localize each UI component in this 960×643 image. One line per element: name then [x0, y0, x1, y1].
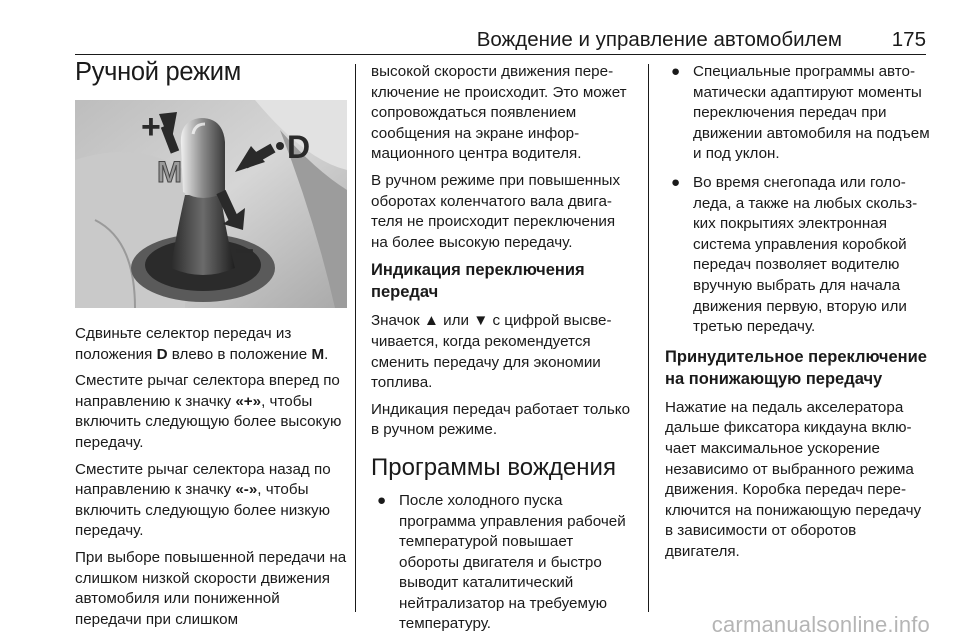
- paragraph-shift-down: Сместите рычаг селектора назад по направлению к значку «-», чтобы включить следующую более низкую передачу.: [75, 460, 331, 540]
- page-header: [0, 0, 960, 50]
- special-programs-list: [665, 62, 930, 338]
- paragraph-shift-up: Сместите рычаг селектора вперед по направлению к значку «+», чтобы включить следующую более высокую передачу.: [75, 372, 342, 451]
- page-number: 175: [891, 28, 926, 51]
- header-rule: [75, 54, 926, 55]
- section-heading-driving-programs: Программы вождения: [371, 453, 616, 481]
- paragraph-no-shift: высокой скорости движения переключение не происходит. Это может сопровождаться появлением сообщения на экране информационного центра водителя.: [371, 63, 627, 163]
- bullet-icon: ●: [671, 63, 681, 80]
- column-2: [371, 62, 635, 643]
- section-heading-manual-mode: Ручной режим: [75, 58, 241, 86]
- page-header-title: Вождение и управление автомобилем: [476, 28, 842, 51]
- paragraph-move-selector: Сдвиньте селектор передач из положения D влево в положение M.: [75, 325, 329, 363]
- gear-selector-illustration: [75, 100, 347, 308]
- subheading-kickdown: Принудительное переключение на понижающую передачу: [665, 347, 927, 388]
- paragraph-kickdown: Нажатие на педаль акселератора дальше фиксатора кикдауна включает максимальное ускорение независимо от выбранного режима движения. Коробка передач переключится на понижающую передачу в зависимости от оборотов двигателя.: [665, 398, 922, 560]
- bullet-icon: ●: [671, 173, 681, 191]
- m-label: M: [157, 156, 182, 189]
- driving-programs-list: [371, 491, 635, 635]
- list-item: ● Во время снегопада или гололеда, а также на любых скользких покрытиях электронная система управления коробкой передач позволяет водителю вручную выбрать для начала движения первую, вторую или третью передачу.: [671, 173, 918, 336]
- subheading-gear-indication: Индикация переключения передач: [371, 261, 585, 302]
- paragraph-gear-icon: Значок ▲ или ▼ с цифрой высвечивается, когда рекомендуется сменить передачу для экономии топлива.: [371, 312, 612, 392]
- list-item: ● После холодного пуска программа управления рабочей температурой повышает обороты двигателя и быстро выводит каталитический нейтрализатор на требуемую температуру.: [377, 491, 626, 633]
- d-label: D: [287, 129, 311, 165]
- paragraph-manual-only: Индикация передач работает только в ручном режиме.: [371, 400, 631, 439]
- column-1: [75, 56, 347, 636]
- list-item: ● Специальные программы автоматически адаптируют моменты переключения передач при движении автомобиля на подъем и под уклон.: [671, 63, 930, 163]
- bullet-icon: ●: [377, 491, 387, 509]
- column-3: [665, 62, 930, 568]
- column-divider-2: [648, 64, 649, 612]
- column-divider-1: [355, 64, 356, 612]
- paragraph-high-rpm: В ручном режиме при повышенных оборотах коленчатого вала двигателя не происходит переключения на более высокую передачу.: [371, 171, 621, 251]
- plus-label: +: [141, 108, 161, 146]
- watermark: carmanualsonline.info: [711, 612, 930, 637]
- minus-label: –: [235, 230, 254, 268]
- paragraph-high-gear-low-speed: При выборе повышенной передачи на слишком низкой скорости движения автомобиля или пониженной передачи при слишком: [75, 548, 347, 628]
